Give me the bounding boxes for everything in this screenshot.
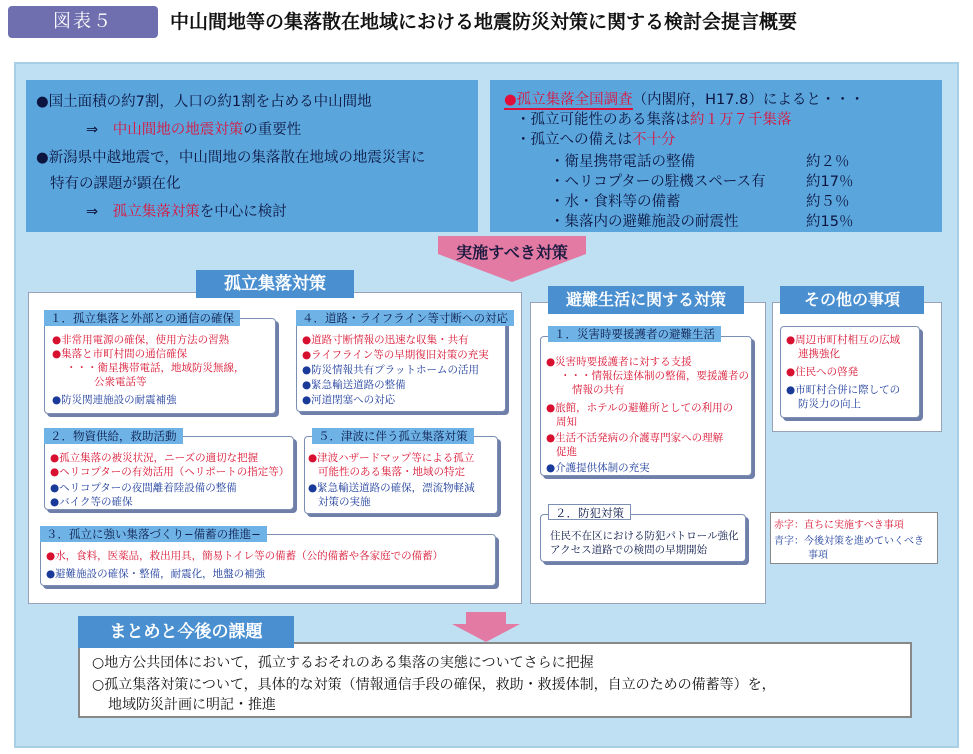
legend-blue-cont: [808, 546, 828, 561]
list-item-text: ●バイク等の確保: [50, 496, 133, 508]
list-item: [52, 332, 229, 347]
background-line-3: ●新潟県中越地震で，中山間地の集落散在地域の地震災害に: [36, 150, 426, 166]
isolated-header: 孤立集落対策: [196, 270, 354, 298]
survey-line-3: [516, 128, 676, 149]
list-item-text: 可能性のある集落・地域の特定: [318, 466, 465, 478]
survey-status: 不十分: [632, 132, 676, 148]
list-item: [50, 480, 237, 495]
list-item-text: ・・・情報伝達体制の整備，要援護者の: [560, 370, 749, 382]
list-item-text: ●ヘリコプターの夜間離着陸設備の整備: [50, 482, 237, 494]
list-item: [302, 332, 469, 347]
list-item-text: ●ライフライン等の早期復旧対策の充実: [302, 349, 489, 361]
list-item: [550, 528, 739, 543]
list-item-text: ●市町村合併に際しての: [786, 384, 901, 396]
list-item-text: 情報の共有: [572, 384, 625, 396]
survey-line-2: [516, 108, 792, 129]
list-item-text: 住民不在区における防犯パトロール強化: [550, 530, 739, 542]
list-item: [556, 414, 577, 429]
list-item: [52, 392, 177, 407]
list-item: [302, 347, 489, 362]
other-header: その他の事項: [780, 286, 924, 314]
action-arrow-label: 実施すべき対策: [456, 243, 568, 262]
figure-label: 図表５: [8, 6, 158, 38]
subbox-title: １．災害時要援護者の避難生活: [548, 326, 721, 342]
list-item: [786, 364, 858, 379]
survey-item-label: ・衛星携帯電話の整備: [550, 154, 695, 170]
background-box: [26, 80, 478, 232]
list-item-text: 公衆電話等: [94, 376, 147, 388]
list-item-text: ●災害時要援護者に対する支援: [546, 356, 692, 368]
survey-item-label: ・ヘリコプターの駐機スペース有: [550, 174, 766, 190]
survey-line-2-label: ・孤立可能性のある集落は: [516, 112, 690, 128]
focus-point: 孤立集落対策: [112, 204, 200, 220]
list-item-text: ●避難施設の確保・整備，耐震化，地盤の補強: [46, 568, 266, 580]
background-line-1: ●国土面積の約7割，人口の約1割を占める中山間地: [36, 94, 372, 110]
list-item-text: ●防災情報共有プラットホームの活用: [302, 364, 479, 376]
survey-line-3-label: ・孤立への備えは: [516, 132, 632, 148]
list-item: [560, 368, 749, 383]
survey-box: [490, 80, 942, 232]
list-item-text: 対策の実施: [318, 496, 371, 508]
figure-title: 中山間地等の集落散在地域における地震防災対策に関する検討会提言概要: [170, 11, 798, 33]
list-item: [546, 430, 723, 445]
survey-item-value: 約５％: [806, 194, 850, 210]
survey-item-label: ・水・食料等の備蓄: [550, 194, 681, 210]
list-item-text: 防災力の向上: [798, 398, 861, 410]
evacuation-header: 避難生活に関する対策: [548, 286, 744, 314]
subbox-title: １．孤立集落と外部との通信の確保: [44, 310, 240, 326]
down-arrow-icon: [452, 612, 520, 642]
background-line-5: [86, 200, 287, 221]
list-item-text: ●住民への啓発: [786, 366, 859, 378]
summary-content: [78, 642, 912, 718]
list-item: [50, 494, 132, 509]
list-item: [308, 450, 474, 465]
focus-point-suffix: を中心に検討: [199, 204, 287, 220]
list-item-text: ●津波ハザードマップ等による孤立: [308, 452, 475, 464]
survey-name: ●孤立集落全国調査: [504, 92, 633, 108]
list-item-text: 周知: [556, 416, 577, 428]
list-item: [52, 346, 187, 361]
list-item-text: アクセス道路での検問の早期開始: [550, 544, 708, 556]
list-item-text: ・・・衛星携帯電話，地域防災無線，: [66, 362, 245, 374]
list-item-text: ●水，食料，医薬品，救出用具，簡易トイレ等の備蓄（公的備蓄や各家庭での備蓄）: [46, 550, 444, 562]
survey-line-1: [504, 88, 864, 109]
background-line-4: 特有の課題が顕在化: [50, 176, 181, 192]
survey-item-value: 約17％: [806, 174, 854, 190]
list-item: [66, 360, 245, 375]
summary-line-3: 地域防災計画に明記・推進: [108, 697, 276, 713]
list-item: [546, 460, 650, 475]
summary-line-1: ○地方公共団体において，孤立するおそれのある集落の実態についてさらに把握: [92, 655, 594, 671]
list-item: [786, 332, 900, 347]
list-item: [302, 392, 395, 407]
list-item-text: ●河道閉塞への対応: [302, 394, 396, 406]
background-line-2: [86, 118, 301, 139]
list-item-text: ●旅館，ホテルの避難所としての利用の: [546, 402, 734, 414]
list-item-text: ●道路寸断情報の迅速な収集・共有: [302, 334, 469, 346]
list-item-text: ●集落と市町村間の通信確保: [52, 348, 188, 360]
list-item: [46, 566, 265, 581]
survey-item-label: ・集落内の避難施設の耐震性: [550, 214, 739, 230]
list-item-text: 促進: [556, 446, 577, 458]
list-item: [546, 400, 733, 415]
arrow-glyph: ⇒: [86, 204, 99, 220]
summary-line-2: ○孤立集落対策について，具体的な対策（情報通信手段の確保，救助・救援体制，自立のための備蓄等）を，: [92, 677, 776, 693]
legend-text: 青字：今後対策を進めていくべき: [774, 536, 924, 547]
key-point-suffix: の重要性: [243, 122, 302, 138]
list-item: [798, 346, 840, 361]
list-item: [556, 444, 577, 459]
legend-text: 事項: [808, 550, 828, 561]
list-item: [50, 464, 289, 479]
list-item: [798, 396, 861, 411]
list-item-text: ●介護提供体制の充実: [546, 462, 650, 474]
subbox-title: ４．道路・ライフライン等寸断への対応: [296, 310, 514, 326]
list-item: [546, 354, 692, 369]
subbox-title: ５．津波に伴う孤立集落対策: [312, 428, 474, 444]
subbox-title: ３．孤立に強い集落づくり−備蓄の推進−: [40, 526, 267, 542]
list-item: [318, 464, 465, 479]
list-item: [302, 377, 406, 392]
list-item-text: ●周辺市町村相互の広域: [786, 334, 901, 346]
survey-count: 約１万７千集落: [690, 112, 792, 128]
legend-text: 赤字：直ちに実施すべき事項: [774, 520, 904, 531]
list-item: [50, 450, 258, 465]
survey-source: （内閣府，H17.8）によると・・・: [632, 92, 865, 108]
list-item: [550, 542, 707, 557]
list-item-text: ●孤立集落の被災状況，ニーズの適切な把握: [50, 452, 259, 464]
survey-item-value: 約15％: [806, 214, 854, 230]
list-item-text: ●緊急輸送道路の確保，漂流物軽減: [308, 482, 475, 494]
list-item: [786, 382, 900, 397]
list-item: [302, 362, 479, 377]
key-point: 中山間地の地震対策: [112, 122, 244, 138]
subbox-title: ２．防犯対策: [548, 504, 631, 520]
list-item-text: ●防災関連施設の耐震補強: [52, 394, 177, 406]
legend-red: [774, 516, 904, 531]
legend-blue: [774, 532, 924, 547]
list-item-text: ●非常用電源の確保，使用方法の習熟: [52, 334, 230, 346]
list-item: [308, 480, 475, 495]
list-item-text: ●生活不活発病の介護専門家への理解: [546, 432, 724, 444]
summary-header: まとめと今後の課題: [78, 616, 294, 648]
arrow-glyph: ⇒: [86, 122, 99, 138]
subbox-title: ２．物資供給，救助活動: [44, 428, 183, 444]
survey-item-value: 約２％: [806, 154, 850, 170]
list-item-text: ●ヘリコプターの有効活用（ヘリポートの指定等）: [50, 466, 290, 478]
list-item: [94, 374, 147, 389]
list-item: [46, 548, 443, 563]
list-item: [318, 494, 371, 509]
list-item: [572, 382, 625, 397]
list-item-text: ●緊急輸送道路の整備: [302, 379, 406, 391]
list-item-text: 連携強化: [798, 348, 840, 360]
